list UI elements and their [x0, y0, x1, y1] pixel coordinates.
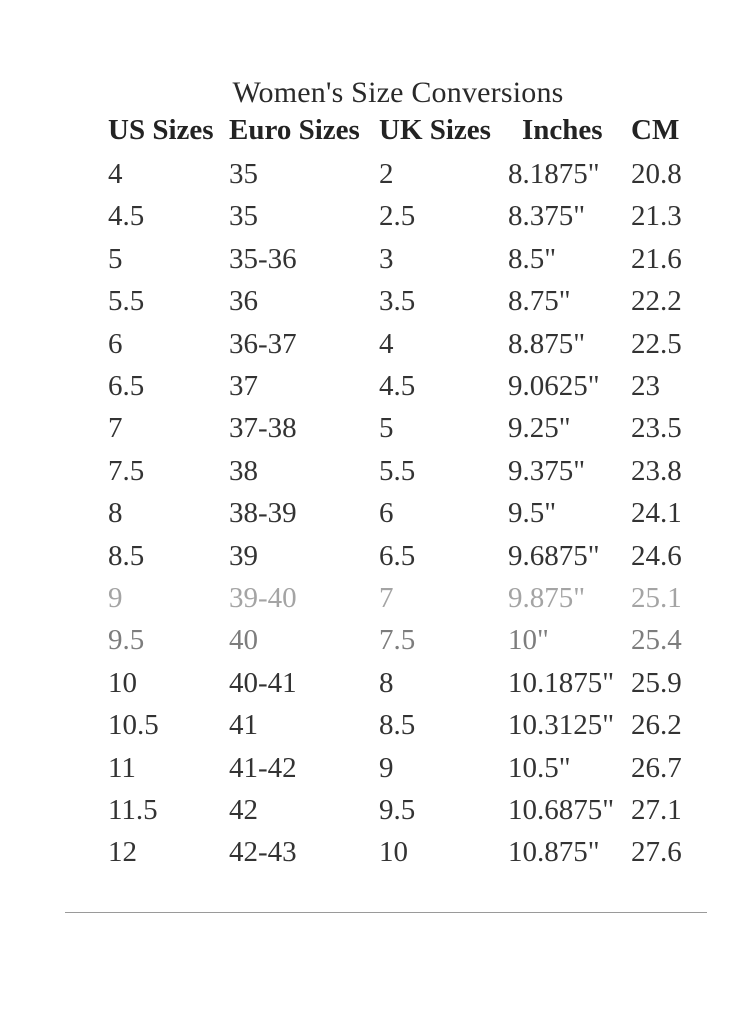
table-row [0, 370, 740, 410]
euro-size-cell: 41-42 [229, 751, 297, 784]
euro-size-cell: 35 [229, 200, 258, 233]
table-row [0, 624, 740, 664]
inches-cell: 9.0625" [508, 370, 600, 402]
column-header-uk-sizes: UK Sizes [379, 114, 491, 146]
table-row [0, 794, 740, 834]
us-size-cell: 4.5 [108, 200, 145, 233]
cm-cell: 26.2 [631, 709, 682, 742]
inches-cell: 10.5" [508, 751, 571, 784]
euro-size-cell: 38-39 [229, 497, 297, 530]
bottom-divider [65, 912, 707, 913]
us-size-cell: 12 [108, 836, 137, 869]
cm-cell: 23.8 [631, 454, 682, 487]
us-size-cell: 9 [108, 582, 123, 614]
inches-cell: 8.375" [508, 200, 586, 233]
euro-size-cell: 35-36 [229, 242, 297, 275]
table-row [0, 752, 740, 792]
us-size-cell: 11 [108, 751, 136, 784]
euro-size-cell: 39 [229, 539, 258, 572]
uk-size-cell: 9.5 [379, 794, 416, 826]
table-row [0, 582, 740, 622]
table-row [0, 243, 740, 283]
cm-cell: 25.1 [631, 582, 682, 614]
table-row [0, 497, 740, 537]
table-row [0, 200, 740, 240]
inches-cell: 9.875" [508, 582, 586, 614]
euro-size-cell: 37-38 [229, 412, 297, 445]
euro-size-cell: 37 [229, 370, 258, 402]
table-row [0, 285, 740, 325]
uk-size-cell: 9 [379, 751, 394, 784]
us-size-cell: 10.5 [108, 709, 159, 742]
uk-size-cell: 4 [379, 327, 394, 360]
page-title: Women's Size Conversions [232, 76, 564, 109]
inches-cell: 9.6875" [508, 539, 600, 572]
us-size-cell: 7 [108, 412, 123, 445]
inches-cell: 8.875" [508, 327, 586, 360]
uk-size-cell: 2 [379, 158, 394, 190]
euro-size-cell: 40-41 [229, 666, 297, 699]
uk-size-cell: 7.5 [379, 624, 416, 657]
table-row [0, 540, 740, 580]
us-size-cell: 5.5 [108, 285, 145, 318]
us-size-cell: 8 [108, 497, 123, 530]
table-row [0, 836, 740, 876]
cm-cell: 23 [631, 370, 660, 402]
inches-cell: 10" [508, 624, 549, 657]
table-row [0, 328, 740, 368]
table-row [0, 667, 740, 707]
inches-cell: 10.1875" [508, 666, 615, 699]
table-row [0, 455, 740, 495]
us-size-cell: 6.5 [108, 370, 145, 402]
inches-cell: 9.375" [508, 454, 586, 487]
column-header-cm: CM [631, 114, 680, 146]
cm-cell: 26.7 [631, 751, 682, 784]
euro-size-cell: 42 [229, 794, 258, 826]
euro-size-cell: 35 [229, 158, 258, 190]
us-size-cell: 11.5 [108, 794, 158, 826]
uk-size-cell: 5 [379, 412, 394, 445]
inches-cell: 10.6875" [508, 794, 615, 826]
cm-cell: 25.4 [631, 624, 682, 657]
uk-size-cell: 8 [379, 666, 394, 699]
inches-cell: 8.1875" [508, 158, 600, 190]
euro-size-cell: 39-40 [229, 582, 297, 614]
inches-cell: 10.3125" [508, 709, 615, 742]
inches-cell: 9.25" [508, 412, 571, 445]
uk-size-cell: 4.5 [379, 370, 416, 402]
inches-cell: 10.875" [508, 836, 600, 869]
column-header-euro-sizes: Euro Sizes [229, 114, 360, 146]
uk-size-cell: 3.5 [379, 285, 416, 318]
uk-size-cell: 5.5 [379, 454, 416, 487]
us-size-cell: 10 [108, 666, 137, 699]
column-header-us-sizes: US Sizes [108, 114, 214, 146]
us-size-cell: 4 [108, 158, 123, 190]
uk-size-cell: 10 [379, 836, 408, 869]
euro-size-cell: 42-43 [229, 836, 297, 869]
euro-size-cell: 38 [229, 454, 258, 487]
uk-size-cell: 8.5 [379, 709, 416, 742]
cm-cell: 27.1 [631, 794, 682, 826]
table-row [0, 709, 740, 749]
uk-size-cell: 2.5 [379, 200, 416, 233]
column-header-inches: Inches [522, 114, 603, 146]
uk-size-cell: 3 [379, 242, 394, 275]
table-row [0, 412, 740, 452]
euro-size-cell: 36 [229, 285, 258, 318]
cm-cell: 22.2 [631, 285, 682, 318]
euro-size-cell: 41 [229, 709, 258, 742]
us-size-cell: 8.5 [108, 539, 145, 572]
table-header [0, 114, 740, 154]
euro-size-cell: 40 [229, 624, 258, 657]
uk-size-cell: 7 [379, 582, 394, 614]
uk-size-cell: 6 [379, 497, 394, 530]
cm-cell: 21.6 [631, 242, 682, 275]
cm-cell: 24.6 [631, 539, 682, 572]
inches-cell: 8.5" [508, 242, 557, 275]
cm-cell: 27.6 [631, 836, 682, 869]
us-size-cell: 7.5 [108, 454, 145, 487]
cm-cell: 23.5 [631, 412, 682, 445]
cm-cell: 25.9 [631, 666, 682, 699]
uk-size-cell: 6.5 [379, 539, 416, 572]
cm-cell: 20.8 [631, 158, 682, 190]
table-row [0, 158, 740, 198]
us-size-cell: 9.5 [108, 624, 145, 657]
us-size-cell: 5 [108, 242, 123, 275]
cm-cell: 21.3 [631, 200, 682, 233]
inches-cell: 9.5" [508, 497, 557, 530]
euro-size-cell: 36-37 [229, 327, 297, 360]
cm-cell: 24.1 [631, 497, 682, 530]
cm-cell: 22.5 [631, 327, 682, 360]
inches-cell: 8.75" [508, 285, 571, 318]
us-size-cell: 6 [108, 327, 123, 360]
